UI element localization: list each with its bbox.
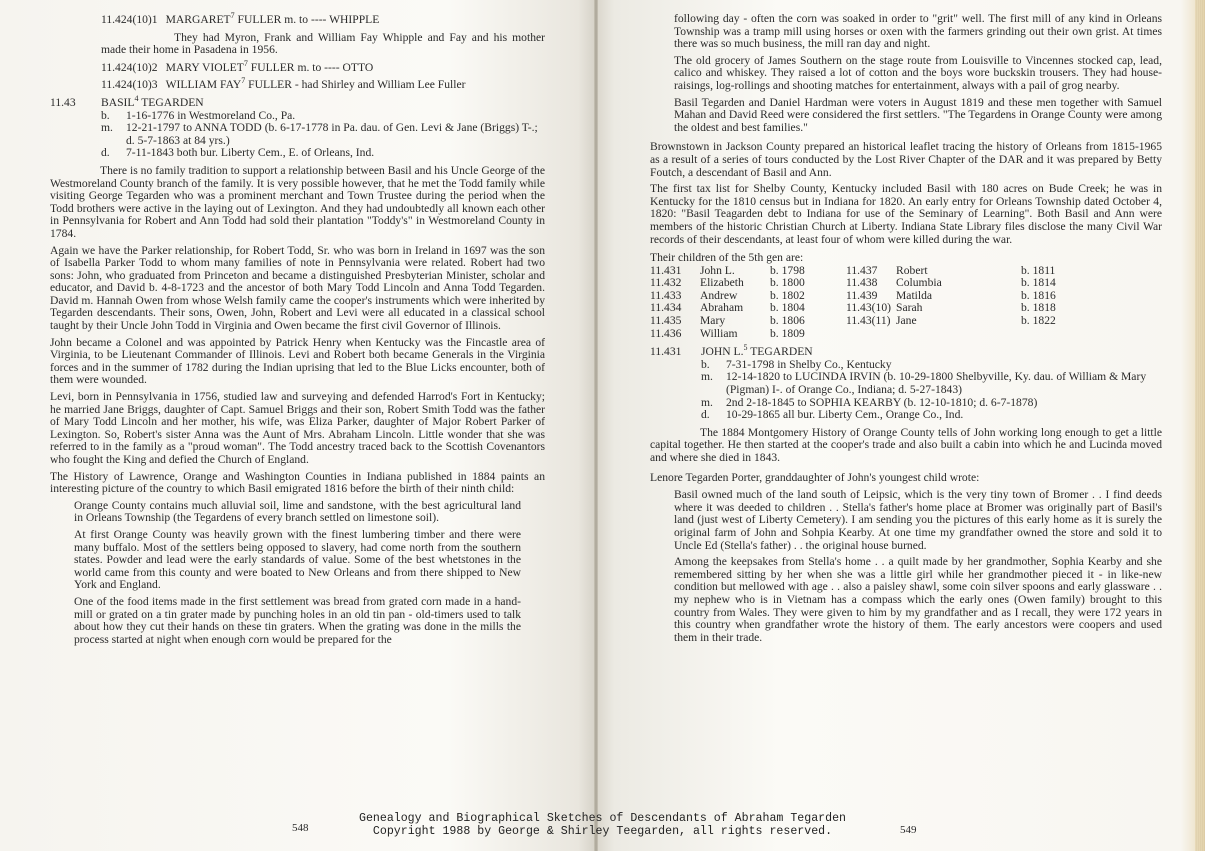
john-entry [650,343,1162,422]
child-num: 11.431 [650,263,682,277]
child-name: Sarah [896,301,923,315]
paragraph: Lenore Tegarden Porter, granddaughter of John's youngest child wrote: [650,470,980,484]
quote-paragraph: At first Orange County was heavily grown with the finest lumbering timber and there were many buffalo. Most of the settlers being opposed to slavery, had come north from the southern states. Powder and lead were the early standards of value. Some of the best whetstones in the world came from this county and were boated to New Orleans and from there shipped to New York and England. [74,527,521,592]
children-list [650,265,1162,341]
paragraph: John became a Colonel and was appointed by Patrick Henry when Kentucky was the Fincastle area of Virginia, to be Lieutenant Commander of Illinois. Levi and Robert both became Generals in the Virginia forces and in the summer of 1782 during the Indian uprising that led to the Blue Licks encounter, both of them were wounded. [50,335,545,387]
child-num: 11.438 [846,276,878,290]
child-num: 11.434 [650,301,682,315]
quote-paragraph: Basil owned much of the land south of Leipsic, which is the very tiny town of Bromer . . I find deeds where it was deeded to children . . Stella's father's home place at Bromer was originally part of Basil's land (just west of Liberty Cemetery). I am sending you the pictures of this early home as it is surely the original farm of John and Sohpia Kearby. At one time my grandfather owned the store and sold it to Uncle Ed (Stella's father) . . the original house burned. [674,488,1162,552]
child-num: 11.43(11) [846,314,891,328]
children-heading: Their children of the 5th gen are: [650,251,804,265]
right-page [596,0,1205,851]
basil-num: 11.43 [50,95,76,109]
entry-num: 11.424(10)1 [101,13,158,26]
child-name: Elizabeth [700,276,744,290]
child-name: John L. [700,263,735,277]
child-born: b. 1809 [770,326,805,340]
paragraph: Again we have the Parker relationship, for Robert Todd, Sr. who was born in Ireland in 1697 was the son of Isabella Parker Todd to whom many families of note in Pennsylvania were related. Robert had two sons: John, who graduated from Princeton and became a distinguished Presbyterian Minister, scholar and educator, and David b. 4-8-1723 and the ancestor of both Mary Todd Lincoln and Anna Todd Tegarden. David m. Hannah Owen from whose Welsh family came the cooper's instruments which were inherited by Tegarden descendants. Their sons, Owen, John, Robert and Levi were all educated in a classical school taught by their Uncle John Todd in Virginia and Owen became the first civil Governor of Illinois. [50,243,545,333]
basil-entry [50,94,545,160]
child-num: 11.436 [650,326,682,340]
page-edges [1195,0,1205,851]
quote-paragraph: The old grocery of James Southern on the stage route from Louisville to Vincennes stocked cap, lead, calico and whiskey. They raised a lot of cotton and the boys wore buckskin trousers. They had house-raisings, log-rollings and shooting matches for entertainment, always with a pail of grog nearby. [674,53,1162,92]
john-death: d. 10-29-1865 all bur. Liberty Cem., Orange Co., Ind. [701,408,964,422]
left-page-text [50,11,545,650]
child-born: b. 1798 [770,263,805,277]
child-name: William [700,326,738,340]
child-num: 11.435 [650,314,682,328]
child-born: b. 1818 [1021,301,1056,315]
john-birth: b. 7-31-1798 in Shelby Co., Kentucky [701,357,892,371]
paragraph: There is no family tradition to support a relationship between Basil and his Uncle George of the Westmoreland County branch of the family. It is very possible however, that he met the Todd family while visiting George Tegarden who was a prominent merchant and Town Trustee during the period when the Todd brothers were active in the laying out of Lexington. And they had undoubtedly all known each other in Pennsylvania for Robert and Ann Todd had sold their plantation "Toddy's" in Westmoreland County in 1784. [50,163,545,240]
page-number-left: 548 [292,822,309,834]
child-num: 11.437 [846,263,878,277]
whipple-note: They had Myron, Frank and William Fay Whipple and Fay and his mother made their home in Pasadena in 1956. [101,30,545,57]
child-name: Matilda [896,288,933,302]
child-born: b. 1800 [770,276,805,290]
child-name: Abraham [700,301,744,315]
child-name: Mary [700,314,726,328]
left-page [0,0,596,851]
book-gutter [594,0,598,851]
entry-william-fay: 11.424(10)3 WILLIAM FAY$^7$ FULLER - had Shirley and William Lee Fuller [101,76,466,92]
footer-copyright: Copyright 1988 by George & Shirley Teegarden, all rights reserved. [372,825,833,838]
quote-paragraph: Among the keepsakes from Stella's home . . a quilt made by her grandmother, Sophia Kearby and she remembered sitting by her when she was a little girl while her grandmother pieced it - in like-new condition but mellowed with age . . also a paisley shawl, some coin silver spoons and early glassware . . my nephew who is in Vietnam has a compass which the early ones (Owen family) brought to this country from Wales. They were given to him by my grandfather and as I recall, they were 172 years in this country when grandfather wrote the history of them. The early ancestors were coopers and used them in their trade. [674,555,1162,644]
child-born: b. 1804 [770,301,805,315]
quote-paragraph: Basil Tegarden and Daniel Hardman were voters in August 1819 and these men together with Samuel Mahan and David Reed were considered the first settlers. "The Tegardens in Orange County were among the oldest and best families." [674,95,1162,134]
quote-paragraph: following day - often the corn was soaked in order to "grit" well. The first mill of any kind in Orleans Township was a tramp mill using horses or oxen with the farmers grinding out their own grist. At times there was so much business, the mill ran day and night. [674,12,1162,51]
child-name: Jane [896,314,917,328]
paragraph: Levi, born in Pennsylvania in 1756, studied law and surveying and defended Harrod's Fort in Kentucky; he married Jane Briggs, daughter of Capt. Samuel Briggs and their son, Robert Smith Todd was the father of Mary Todd Lincoln and her mother, his wife, was Eliza Parker, daughter of Major Robert Parker of Lexington. So, Robert's sister Anna was the Aunt of Mrs. Abraham Lincoln. Little wonder that she was referred to in the family as a "proud woman". The Todd ancestry traced back to the Scottish Covenantors who fought the King and defied the Church of England. [50,390,545,466]
paragraph: The first tax list for Shelby County, Kentucky included Basil with 180 acres on Bude Creek; he was in Kentucky for the 1810 census but in Indiana for 1820. An early entry for Orleans Township dated October 4, 1820: "Basil Teagarden debt to Indiana for use of the Seminary of Learning". Both Basil and Ann were members of the historic Christian Church at Liberty. Indiana State Library files disclose the many Civil War records of their descendants, at least four of whom were killed during the war. [650,182,1162,246]
basil-marriage: m. 12-21-1797 to ANNA TODD (b. 6-17-1778 in Pa. dau. of Gen. Levi & Jane (Briggs) T-.; d. 5-7-1863 at 84 yrs.) [101,121,538,147]
basil-death: d. 7-11-1843 both bur. Liberty Cem., E. of Orleans, Ind. [101,146,375,160]
basil-name: BASIL$^4$ TEGARDEN [101,94,204,109]
child-born: b. 1814 [1021,276,1056,290]
footer [0,812,1205,838]
child-name: Columbia [896,276,942,290]
child-name: Andrew [700,288,738,302]
right-page-text [650,12,1162,648]
child-num: 11.43(10) [846,301,891,315]
john-num: 11.431 [650,345,682,359]
child-name: Robert [896,263,928,277]
footer-title: Genealogy and Biographical Sketches of Descendants of Abraham Tegarden [358,812,847,825]
child-born: b. 1806 [770,314,805,328]
paragraph: The History of Lawrence, Orange and Washington Counties in Indiana published in 1884 paints an interesting picture of the country to which Basil emigrated 1816 before the birth of their ninth child: [50,469,545,496]
child-num: 11.439 [846,288,878,302]
john-name: JOHN L.$^5$ TEGARDEN [701,343,813,359]
child-num: 11.433 [650,288,682,302]
child-born: b. 1822 [1021,314,1056,328]
child-born: b. 1816 [1021,288,1056,302]
quote-paragraph: One of the food items made in the first settlement was bread from grated corn made in a hand-mill or grated on a tin grater made by punching holes in an old tin pan - old-timers used to talk about how they cut their hands on these tin graters. When the grating was done in the mills the process started at night when enough corn would be prepared for the [74,594,521,646]
entry-margaret: 11.424(10)1 MARGARET$^7$ FULLER m. to ---- WHIPPLE [101,11,380,26]
page-number-right: 549 [900,824,917,836]
child-born: b. 1802 [770,288,805,302]
john-marriage-2: m. 2nd 2-18-1845 to SOPHIA KEARBY (b. 12-10-1810; d. 6-7-1878) [701,395,1038,409]
quote-paragraph: Orange County contains much alluvial soil, lime and sandstone, with the best agricultural land in Orleans Township (the Tegardens of every branch settled on limestone soil). [74,498,521,525]
child-num: 11.432 [650,276,682,290]
entry-mary-violet: 11.424(10)2 MARY VIOLET$^7$ FULLER m. to ---- OTTO [101,58,374,74]
paragraph: The 1884 Montgomery History of Orange County tells of John working long enough to get a little capital together. He then started at the cooper's trade and also built a cabin into which he and Lucinda moved and where she died in 1843. [650,425,1162,464]
john-marriage-1: m. 12-14-1820 to LUCINDA IRVIN (b. 10-29-1800 Shelbyville, Ky. dau. of William & Mary (Pigman) I-. of Orange Co., Indiana; d. 5-27-1843) [701,370,1147,397]
basil-birth: b. 1-16-1776 in Westmoreland Co., Pa. [101,108,296,122]
child-born: b. 1811 [1021,263,1056,277]
paragraph: Brownstown in Jackson County prepared an historical leaflet tracing the history of Orleans from 1815-1965 as a result of a series of tours conducted by the Lost River Chapter of the DAR and it was prepared by Betty Foutch, a descendant of Basil and Ann. [650,140,1162,179]
